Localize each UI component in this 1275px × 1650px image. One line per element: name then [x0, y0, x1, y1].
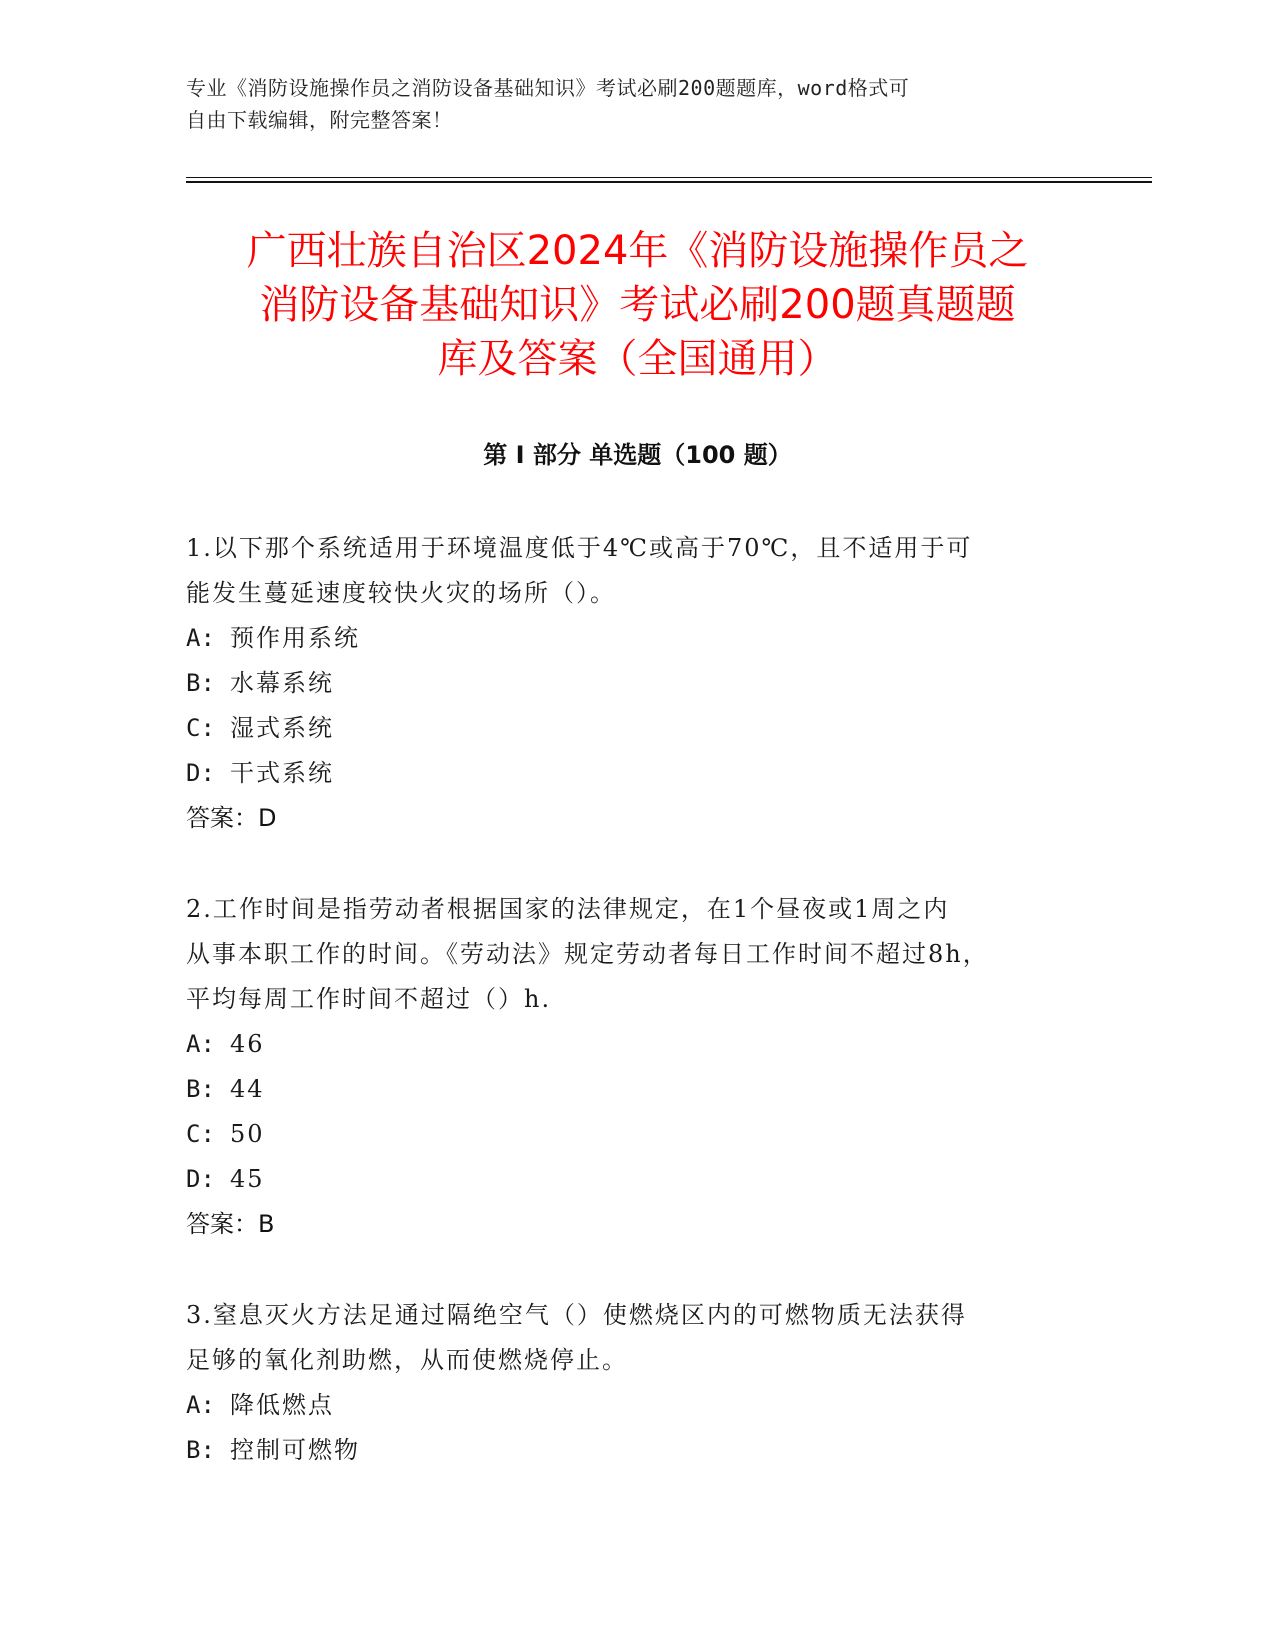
answer-line: 答案：D: [186, 804, 277, 832]
question-stem: 1.以下那个系统适用于环境温度低于4℃或高于70℃，且不适用于可: [186, 534, 973, 562]
title-line: 消防设备基础知识》考试必刷200题真题题: [259, 282, 1016, 328]
option-key: A:: [186, 1391, 215, 1419]
option-text: 控制可燃物: [230, 1436, 360, 1464]
option-text: 44: [230, 1075, 265, 1103]
option-key: A:: [186, 1030, 215, 1058]
header-divider: [186, 181, 1152, 183]
question-list: [186, 526, 1066, 1519]
option-b: [186, 661, 1066, 706]
header-divider: [186, 177, 1152, 178]
option-c: [186, 1112, 1066, 1157]
option-text: 50: [230, 1120, 265, 1148]
header-note-line: 专业《消防设施操作员之消防设备基础知识》考试必刷200题题库，word格式可: [186, 76, 910, 100]
option-key: D:: [186, 759, 215, 787]
question-stem: 足够的氧化剂助燃，从而使燃烧停止。: [186, 1346, 628, 1374]
option-text: 46: [230, 1030, 265, 1058]
question-item: [186, 1293, 1066, 1473]
title-line: 广西壮族自治区2024年《消防设施操作员之: [246, 228, 1029, 274]
option-b: [186, 1428, 1066, 1473]
option-text: 45: [230, 1165, 265, 1193]
option-key: D:: [186, 1165, 215, 1193]
option-b: [186, 1067, 1066, 1112]
answer-line: 答案：B: [186, 1210, 275, 1238]
option-key: B:: [186, 669, 215, 697]
option-a: [186, 1022, 1066, 1067]
question-stem: 能发生蔓延速度较快火灾的场所（）。: [186, 579, 616, 607]
section-heading: 第 I 部分 单选题（100 题）: [483, 441, 792, 469]
question-stem: 平均每周工作时间不超过（）h.: [186, 985, 552, 1013]
option-a: [186, 1383, 1066, 1428]
question-stem: 从事本职工作的时间。《劳动法》规定劳动者每日工作时间不超过8h，: [186, 940, 989, 968]
title-line: 库及答案（全国通用）: [437, 336, 838, 382]
header-note: [186, 72, 1066, 136]
option-key: A:: [186, 624, 215, 652]
option-d: [186, 751, 1066, 796]
option-c: [186, 706, 1066, 751]
option-key: C:: [186, 1120, 215, 1148]
option-key: B:: [186, 1436, 215, 1464]
option-text: 湿式系统: [230, 714, 334, 742]
option-text: 水幕系统: [230, 669, 334, 697]
option-text: 干式系统: [230, 759, 334, 787]
question-item: [186, 526, 1066, 841]
option-key: B:: [186, 1075, 215, 1103]
question-stem: 3.窒息灭火方法足通过隔绝空气（）使燃烧区内的可燃物质无法获得: [186, 1301, 967, 1329]
question-item: [186, 887, 1066, 1247]
document-title: [150, 224, 1125, 386]
header-note-line: 自由下载编辑，附完整答案！: [186, 108, 453, 132]
option-d: [186, 1157, 1066, 1202]
question-stem: 2.工作时间是指劳动者根据国家的法律规定，在1个昼夜或1周之内: [186, 895, 950, 923]
option-a: [186, 616, 1066, 661]
option-text: 预作用系统: [230, 624, 360, 652]
option-key: C:: [186, 714, 215, 742]
option-text: 降低燃点: [230, 1391, 334, 1419]
